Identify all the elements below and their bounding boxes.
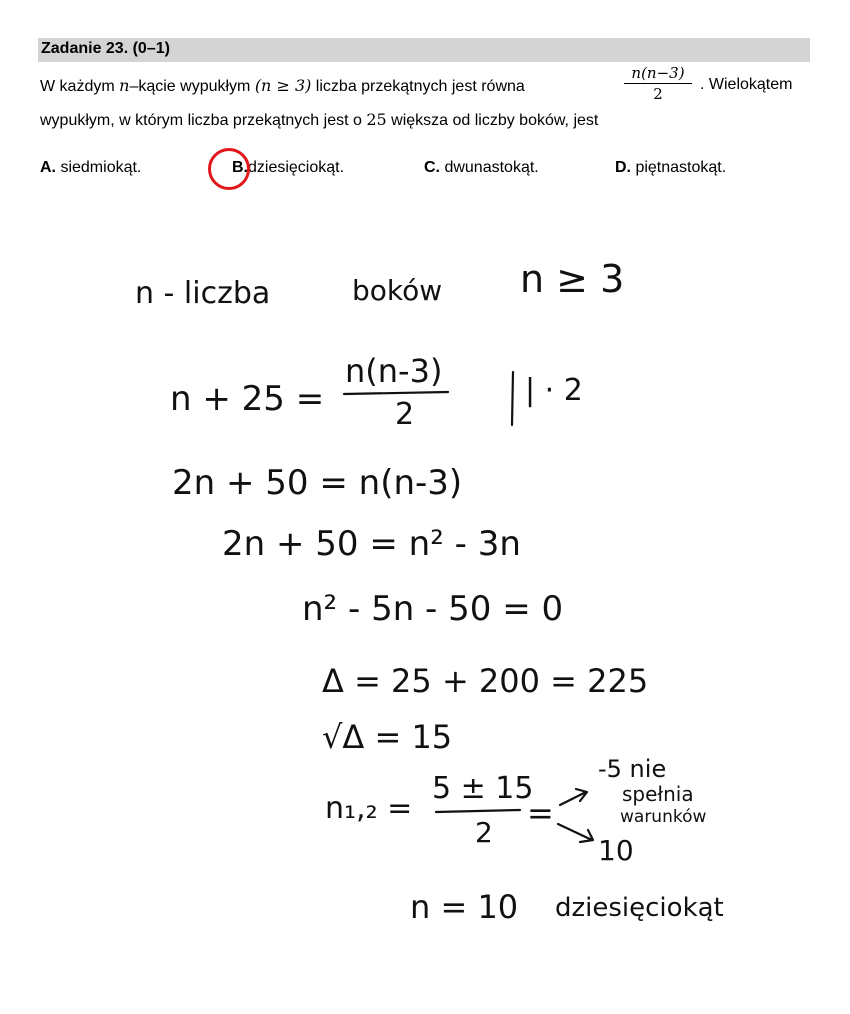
hw-divider (512, 372, 513, 425)
hw-arrow-down (558, 824, 593, 842)
hw-l8-den: 2 (475, 816, 493, 849)
formula-numerator: n(n−3) (624, 64, 692, 84)
hw-l6: Δ = 25 + 200 = 225 (322, 662, 649, 700)
hw-l2-mult: | · 2 (525, 373, 583, 408)
task-text: wypukłym, w którym liczba przekątnych jest o (40, 112, 367, 129)
option-text: siedmiokąt. (60, 159, 142, 176)
hw-arrow-up (560, 789, 587, 805)
option-letter: B. (232, 159, 248, 176)
hw-fraction-bar (344, 392, 448, 394)
option-text: dwunastokąt. (444, 159, 539, 176)
hw-l8-left: n₁,₂ = (325, 791, 413, 826)
task-title: Zadanie 23. (0–1) (41, 40, 170, 57)
task-text: liczba przekątnych jest równa (311, 78, 525, 95)
option-text: dziesięciokąt. (248, 159, 345, 176)
hw-l8-eq: = (527, 794, 554, 832)
hw-l4: 2n + 50 = n² - 3n (222, 524, 521, 564)
formula-denominator: 2 (653, 85, 663, 103)
hw-l8-num: 5 ± 15 (432, 771, 534, 806)
hw-l1-a: n - liczba (135, 276, 271, 311)
hw-l9-b: dziesięciokąt (555, 893, 724, 923)
math-condition: (n ≥ 3) (254, 76, 312, 95)
hw-l2-num: n(n-3) (345, 352, 443, 390)
option-letter: C. (424, 159, 440, 176)
task-text: W każdym (40, 78, 120, 95)
hw-l2-left: n + 25 = (170, 379, 325, 419)
hw-l3: 2n + 50 = n(n-3) (172, 463, 463, 503)
hw-l1-b: boków (352, 274, 443, 307)
math-n: n (119, 76, 130, 95)
task-text: większa od liczby boków, jest (386, 112, 599, 129)
hw-l8-r2: spełnia (622, 782, 694, 806)
hw-l2-den: 2 (395, 397, 415, 432)
hw-l5: n² - 5n - 50 = 0 (302, 589, 564, 629)
hw-l1-c: n ≥ 3 (520, 257, 625, 301)
task-text: . Wielokątem (700, 76, 793, 93)
option-letter: A. (40, 159, 56, 176)
math-number: 25 (366, 110, 387, 129)
task-text: –kącie wypukłym (129, 78, 255, 95)
hw-l8-r4: 10 (598, 834, 634, 867)
hw-l8-r1: -5 nie (598, 755, 667, 783)
hw-l8-r3: warunków (620, 807, 707, 827)
option-letter: D. (615, 159, 631, 176)
hw-l7: √Δ = 15 (322, 718, 453, 756)
option-text: piętnastokąt. (635, 159, 727, 176)
hw-fraction-bar (436, 810, 520, 812)
hw-l9-a: n = 10 (410, 888, 519, 926)
